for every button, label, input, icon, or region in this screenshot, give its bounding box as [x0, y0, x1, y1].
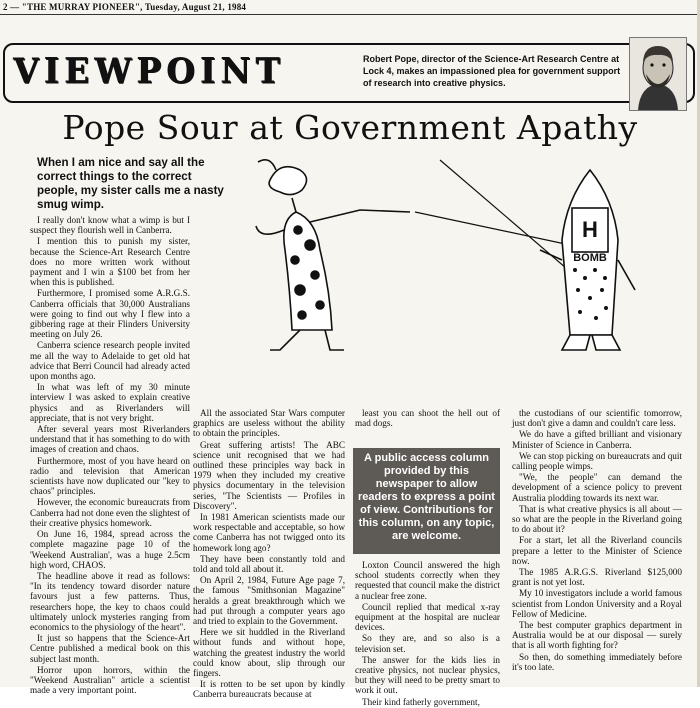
divider	[0, 14, 700, 15]
paragraph: Here we sit huddled in the Riverland without funds and without hope, watching the greatest industry the world could know about, slip through our fingers.	[193, 627, 345, 679]
viewpoint-banner	[3, 43, 695, 103]
author-blurb: Robert Pope, director of the Science-Art Research Centre at Lock 4, makes an impassioned plea for government support of research into creative physics.	[363, 54, 621, 88]
paragraph: It just so happens that the Science-Art Centre published a medical book on this subject last month.	[30, 633, 190, 664]
paragraph: We can stop picking on bureaucrats and quit calling people wimps.	[512, 450, 682, 472]
paragraph: My 10 investigators include a world famous scientist from London University and a Royal Fellow of Medicine.	[512, 588, 682, 619]
page-folio: 2 — "THE MURRAY PIONEER", Tuesday, August 21, 1984	[3, 2, 247, 12]
lede-paragraph: When I am nice and say all the correct things to the correct people, my sister calls me a nasty smug wimp.	[37, 156, 224, 211]
author-photo	[629, 37, 687, 111]
paragraph: Their kind fatherly government,	[362, 696, 480, 707]
paragraph: The best computer graphics department in Australia would be at our disposal — surely that is all worth fighting for?	[512, 620, 682, 651]
paragraph: On June 16, 1984, spread across the complete magazine page 10 of the 'Weekend Australian', was a huge 2.5cm high word, CHAOS.	[30, 529, 190, 570]
paragraph: It is rotten to be set upon by kindly Canberra bureaucrats because at	[193, 679, 345, 700]
paragraph: Loxton Council answered the high school students correctly when they requested that council make the district a nuclear free zone.	[355, 560, 500, 601]
headline: Pope Sour at Government Apathy	[62, 108, 638, 147]
paragraph: "We, the people" can demand the development of a science policy to prevent Australia plodding towards its next war.	[512, 472, 682, 503]
paragraph: On April 2, 1984, Future Age page 7, the famous "Smithsonian Magazine" heralds a great breakthrough which we had put through a computer years ago and tried to explain to the Government.	[193, 575, 345, 627]
paragraph: They have been constantly told and told and told all about it.	[193, 553, 345, 575]
paragraph: The answer for the kids lies in creative physics, not nuclear physics, but they will need to be pretty smart to work it out.	[355, 654, 500, 696]
paragraph: Great suffering artists! The ABC science unit recognised that we had outlined these principles way back in 1979 when they included my creative physics documentary in the television series, "The Scientists — Profiles in Discovery".	[193, 439, 345, 511]
paragraph: least you can shoot the hell out of mad dogs.	[355, 408, 500, 429]
column-3-top	[355, 408, 500, 429]
paragraph: Canberra science research people invited me all the way to Adelaide to get old hat advice that Berri Council had already acted upon months ago.	[30, 340, 190, 382]
paragraph: In 1981 American scientists made our work respectable and acceptable, so how come Canberra has not twigged onto its homework long ago?	[193, 512, 345, 553]
cartoon-illustration	[240, 150, 695, 400]
paragraph: So they are, and so also is a television set.	[355, 633, 500, 654]
section-title: VIEWPOINT	[13, 50, 285, 91]
column-2	[193, 408, 345, 701]
paragraph: So then, do something immediately before it's too late.	[512, 651, 682, 672]
paragraph: The 1985 A.R.G.S. Riverland $125,000 grant is not yet lost.	[512, 567, 682, 588]
paragraph: I really don't know what a wimp is but I suspect they flourish well in Canberra.	[30, 215, 190, 236]
paragraph: For a start, let all the Riverland councils prepare a letter to the Minister of Science now.	[512, 535, 682, 566]
column-1	[30, 215, 190, 696]
paragraph: The headline above it read as follows: "In its tendency toward disorder nature favours just a few patterns. Thus, researchers hope, the key to chaos could ultimately unlock mysteries ranging from economics to the physiology of the heart".	[30, 570, 190, 632]
public-access-box: A public access column provided by this newspaper to allow readers to express a point of view. Contributions for this column, on any topic, are welcome.	[353, 448, 500, 554]
paragraph: We do have a gifted brilliant and visionary Minister of Science in Canberra.	[512, 429, 682, 450]
column-4	[512, 408, 682, 673]
column-3	[355, 560, 500, 708]
bomb-letter: H	[582, 217, 598, 242]
paragraph: Council replied that medical x-ray equipment at the hospital are nuclear devices.	[355, 601, 500, 633]
paragraph: the custodians of our scientific tomorrow, just don't give a damn and couldn't care less.	[512, 408, 682, 429]
bomb-word: BOMB	[573, 252, 607, 264]
paragraph: All the associated Star Wars computer graphics are useless without the ability to obtain the principles.	[193, 408, 345, 439]
paragraph: That is what creative physics is all about — so what are the people in the Riverland going to do about it?	[512, 503, 682, 535]
paragraph: Furthermore, most of you have heard on radio and television that American scientists have now duplicated our "key to chaos" principles.	[30, 455, 190, 497]
paragraph: In what was left of my 30 minute interview I was asked to explain creative physics and as Riverlanders will appreciate, that is not very bright.	[30, 382, 190, 423]
paragraph: After several years most Riverlanders understand that it has something to do with images of creation and chaos.	[30, 424, 190, 455]
paragraph: I mention this to punish my sister, because the Science-Art Research Centre does no more written work without payment and I win a $100 bet from her when this is published.	[30, 236, 190, 288]
paragraph: However, the economic bureaucrats from Canberra had not done even the slightest of their creative physics homework.	[30, 497, 190, 528]
fencer-figure	[256, 160, 410, 350]
paragraph: Furthermore, I promised some A.R.G.S. Canberra officials that 30,000 Australians were going to find out why I flew into a gibbering rage at their Flinders University meeting on July 26.	[30, 288, 190, 340]
paragraph: Horror upon horrors, within the "Weekend Australian" article a scientist made a very important point.	[30, 664, 190, 696]
